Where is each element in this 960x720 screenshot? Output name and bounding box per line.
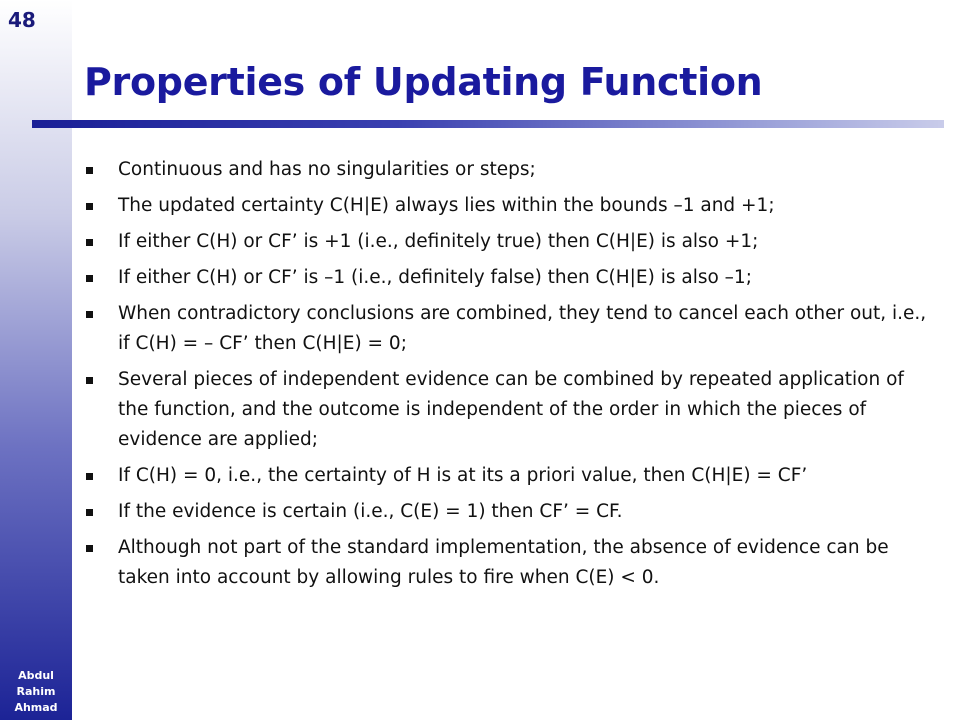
author-middle-name: Rahim xyxy=(16,685,56,698)
bullet-item xyxy=(84,497,940,527)
square-bullet-icon xyxy=(86,239,93,246)
bullet-text: Although not part of the standard implementation, the absence of evidence can be taken into account by allowing rules to fire when C(E) < 0. xyxy=(118,537,889,588)
bullet-item xyxy=(84,461,940,491)
square-bullet-icon xyxy=(86,275,93,282)
slide-number: 48 xyxy=(8,8,36,32)
title-underline xyxy=(32,120,944,128)
bullet-item xyxy=(84,299,940,359)
slide-title: Properties of Updating Function xyxy=(84,60,763,104)
bullet-text: If either C(H) or CF’ is –1 (i.e., definitely false) then C(H|E) is also –1; xyxy=(118,267,752,288)
author-name xyxy=(0,668,72,716)
bullet-text: The updated certainty C(H|E) always lies within the bounds –1 and +1; xyxy=(118,195,775,216)
bullet-text: If C(H) = 0, i.e., the certainty of H is at its a priori value, then C(H|E) = CF’ xyxy=(118,465,808,486)
bullet-text: Continuous and has no singularities or steps; xyxy=(118,159,536,180)
bullet-item xyxy=(84,365,940,455)
square-bullet-icon xyxy=(86,545,93,552)
sidebar xyxy=(0,0,72,720)
square-bullet-icon xyxy=(86,167,93,174)
square-bullet-icon xyxy=(86,377,93,384)
bullet-list xyxy=(84,155,940,599)
bullet-item xyxy=(84,227,940,257)
square-bullet-icon xyxy=(86,311,93,318)
bullet-item xyxy=(84,263,940,293)
square-bullet-icon xyxy=(86,203,93,210)
bullet-text: If either C(H) or CF’ is +1 (i.e., definitely true) then C(H|E) is also +1; xyxy=(118,231,759,252)
author-last-name: Ahmad xyxy=(14,701,58,714)
bullet-text: When contradictory conclusions are combined, they tend to cancel each other out, i.e., if C(H) = – CF’ then C(H|E) = 0; xyxy=(118,303,927,354)
bullet-text: If the evidence is certain (i.e., C(E) = 1) then CF’ = CF. xyxy=(118,501,623,522)
bullet-item xyxy=(84,155,940,185)
bullet-item xyxy=(84,191,940,221)
square-bullet-icon xyxy=(86,473,93,480)
bullet-text: Several pieces of independent evidence can be combined by repeated application of the function, and the outcome is independent of the order in which the pieces of evidence are applied; xyxy=(118,369,904,450)
author-first-name: Abdul xyxy=(18,669,54,682)
bullet-item xyxy=(84,533,940,593)
square-bullet-icon xyxy=(86,509,93,516)
